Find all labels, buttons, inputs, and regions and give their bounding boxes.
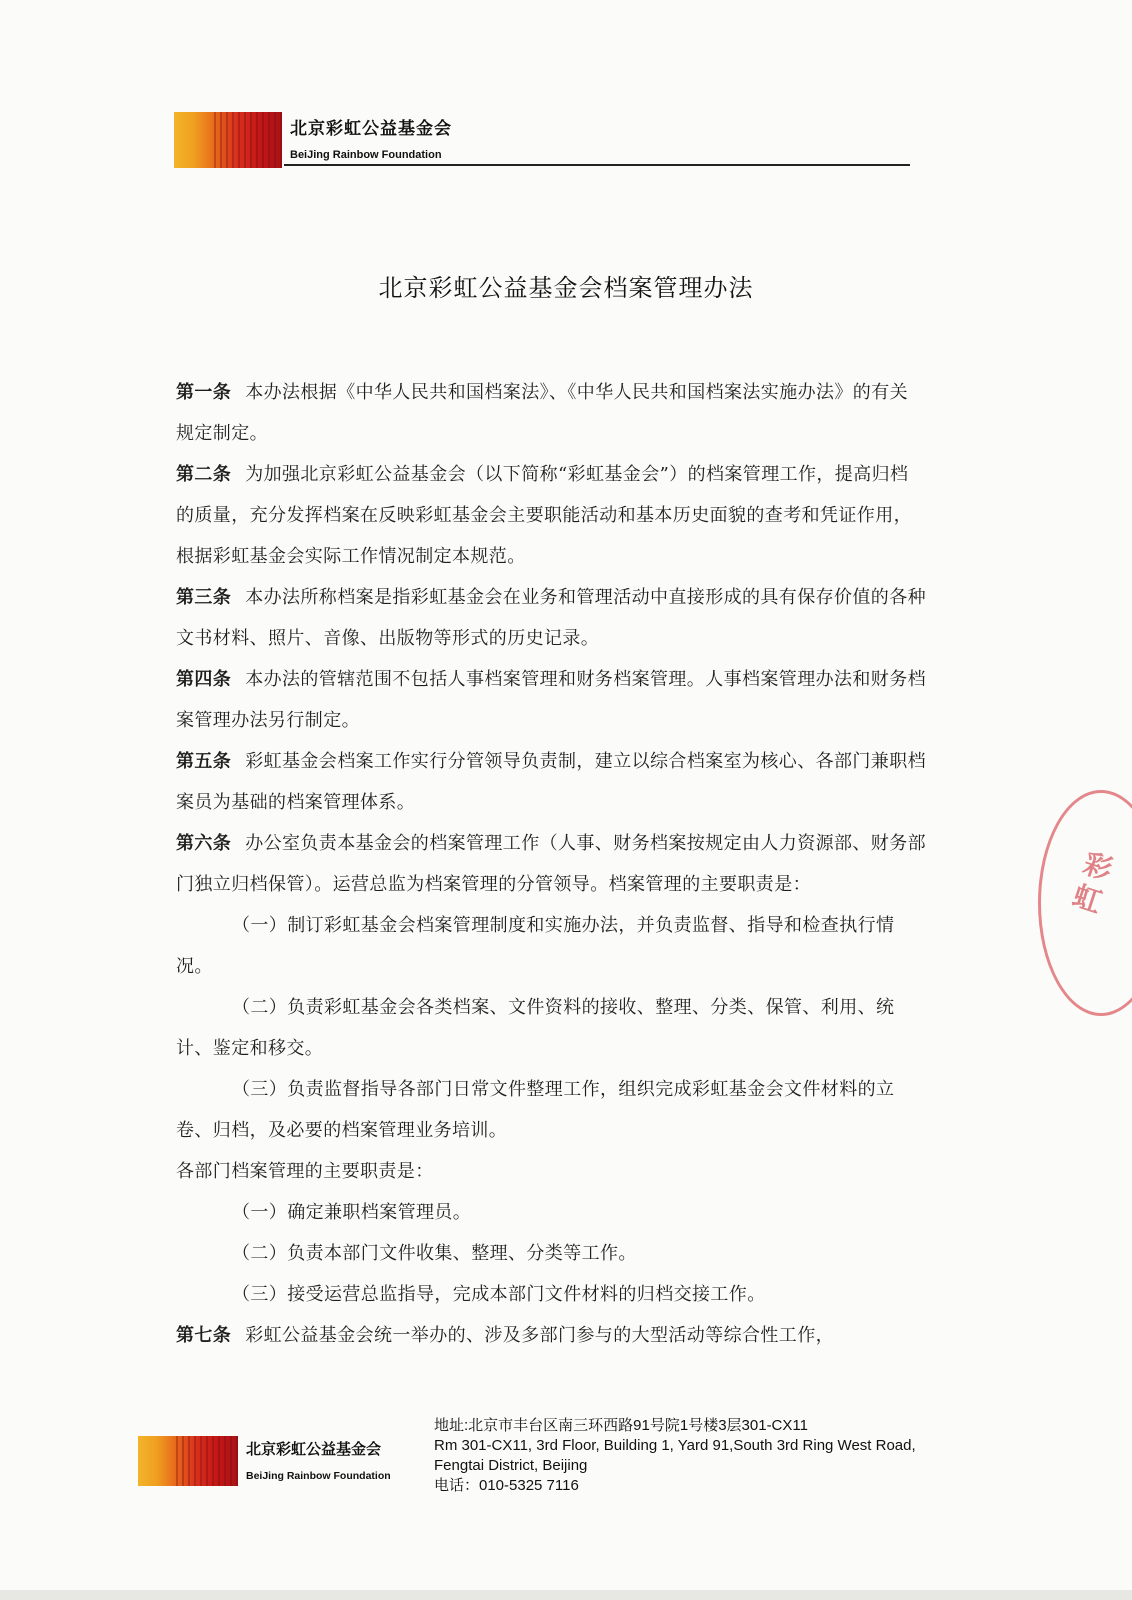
- footer: [138, 1418, 978, 1508]
- dept-duty-2: （二）负责本部门文件收集、整理、分类等工作。: [232, 1243, 637, 1264]
- footer-org-name-en: BeiJing Rainbow Foundation: [246, 1470, 391, 1482]
- article-text: 彩虹公益基金会统一举办的、涉及多部门参与的大型活动等综合性工作，: [245, 1325, 834, 1346]
- office-duty-2: （二）负责彩虹基金会各类档案、文件资料的接收、整理、分类、保管、利用、统计、鉴定和移交。: [176, 997, 895, 1059]
- address-cn: 地址:北京市丰台区南三环西路91号院1号楼3层301-CX11: [434, 1417, 808, 1434]
- office-duty-3: （三）负责监督指导各部门日常文件整理工作，组织完成彩虹基金会文件材料的立卷、归档，及必要的档案管理业务培训。: [176, 1079, 895, 1141]
- address-en-line1: Rm 301-CX11, 3rd Floor, Building 1, Yard 91,South 3rd Ring West Road,: [434, 1437, 916, 1454]
- phone-number: 电话：010-5325 7116: [434, 1477, 579, 1494]
- dept-duties-intro: 各部门档案管理的主要职责是：: [176, 1161, 434, 1182]
- address-en-line2: Fengtai District, Beijing: [434, 1457, 588, 1474]
- footer-logo-stripes: [176, 1436, 238, 1486]
- article-text: 办公室负责本基金会的档案管理工作（人事、财务档案按规定由人力资源部、财务部门独立归档保管）。运营总监为档案管理的分管领导。档案管理的主要职责是：: [176, 833, 926, 895]
- footer-address: [434, 1416, 916, 1496]
- article-label: 第二条: [176, 464, 232, 485]
- article-text: 为加强北京彩虹公益基金会（以下简称“彩虹基金会”）的档案管理工作，提高归档的质量，充分发挥档案在反映彩虹基金会主要职能活动和基本历史面貌的查考和凭证作用，根据彩虹基金会实际工作情况制定本规范。: [176, 464, 912, 567]
- article-6: [176, 823, 926, 905]
- article-label: 第五条: [176, 751, 232, 772]
- article-label: 第七条: [176, 1325, 232, 1346]
- footer-org-name-cn: 北京彩虹公益基金会: [246, 1440, 382, 1458]
- office-duty-1: （一）制订彩虹基金会档案管理制度和实施办法，并负责监督、指导和检查执行情况。: [176, 915, 895, 977]
- article-4: [176, 659, 926, 741]
- header-divider: [284, 164, 910, 166]
- document-title: 北京彩虹公益基金会档案管理办法: [378, 274, 754, 302]
- org-name-cn: 北京彩虹公益基金会: [290, 119, 452, 139]
- letterhead: [174, 112, 914, 170]
- article-2: [176, 454, 926, 577]
- article-text: 彩虹基金会档案工作实行分管领导负责制，建立以综合档案室为核心、各部门兼职档案员为基础的档案管理体系。: [176, 751, 926, 813]
- article-text: 本办法所称档案是指彩虹基金会在业务和管理活动中直接形成的具有保存价值的各种文书材料、照片、音像、出版物等形式的历史记录。: [176, 587, 926, 649]
- article-label: 第六条: [176, 833, 232, 854]
- article-7: [176, 1315, 926, 1356]
- document-body: [176, 372, 926, 1356]
- org-name-en: BeiJing Rainbow Foundation: [290, 149, 442, 161]
- scan-edge: [0, 1590, 1132, 1600]
- dept-duty-1: （一）确定兼职档案管理员。: [232, 1202, 472, 1223]
- dept-duty-3: （三）接受运营总监指导，完成本部门文件材料的归档交接工作。: [232, 1284, 766, 1305]
- article-3: [176, 577, 926, 659]
- article-label: 第三条: [176, 587, 232, 608]
- article-text: 本办法根据《中华人民共和国档案法》、《中华人民共和国档案法实施办法》的有关规定制定。: [176, 382, 908, 444]
- article-text: 本办法的管辖范围不包括人事档案管理和财务档案管理。人事档案管理办法和财务档案管理办法另行制定。: [176, 669, 926, 731]
- article-label: 第一条: [176, 382, 232, 403]
- article-label: 第四条: [176, 669, 232, 690]
- article-5: [176, 741, 926, 823]
- article-1: [176, 372, 926, 454]
- seal-text: 彩虹: [1064, 846, 1117, 922]
- logo-stripes: [214, 112, 282, 168]
